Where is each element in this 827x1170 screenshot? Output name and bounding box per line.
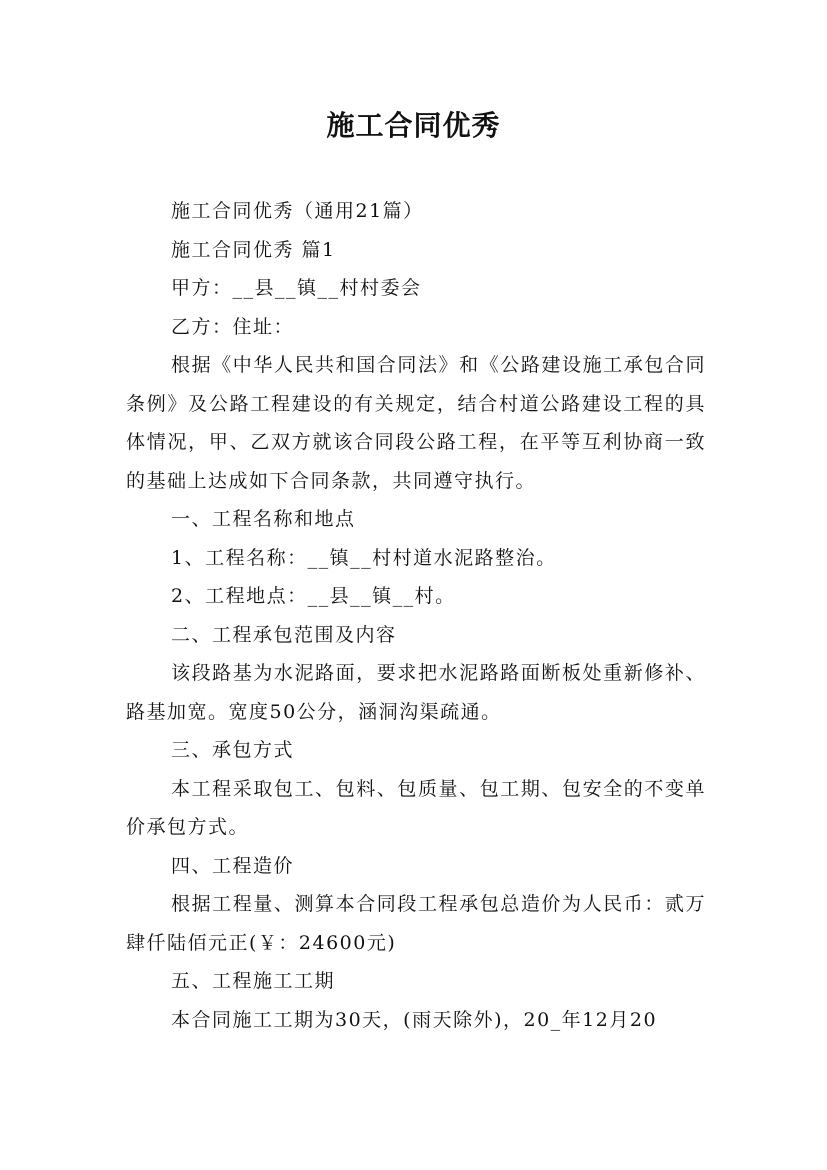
section-heading: 三、承包方式 <box>171 739 295 761</box>
document-title: 施工合同优秀 <box>326 109 501 142</box>
section-heading: 一、工程名称和地点 <box>171 508 356 530</box>
document-body <box>126 192 706 1039</box>
paragraph: 本工程采取包工、包料、包质量、包工期、包安全的不变单价承包方式。 <box>126 777 706 838</box>
paragraph: 该段路基为水泥路面，要求把水泥路路面断板处重新修补、路基加宽。宽度50公分，涵洞沟渠疏通。 <box>126 662 706 723</box>
paragraph: 施工合同优秀 篇1 <box>171 238 336 261</box>
paragraph: 1、工程名称：__镇__村村道水泥路整治。 <box>171 546 557 569</box>
section-heading: 四、工程造价 <box>171 854 295 877</box>
paragraph: 本合同施工工期为30天，(雨天除外)，20_年12月20 <box>171 1008 658 1031</box>
paragraph: 乙方：住址： <box>171 315 295 338</box>
paragraph: 根据《中华人民共和国合同法》和《公路建设施工承包合同条例》及公路工程建设的有关规定，结合村道公路建设工程的具体情况，甲、乙双方就该合同段公路工程，在平等互利协商一致的基础上达成如下合同条款，共同遵守执行。 <box>126 354 706 492</box>
section-heading: 五、工程施工工期 <box>171 970 336 992</box>
paragraph: 2、工程地点：__县__镇__村。 <box>171 585 456 607</box>
paragraph: 施工合同优秀（通用21篇） <box>171 200 424 222</box>
section-heading: 二、工程承包范围及内容 <box>171 623 397 646</box>
paragraph: 根据工程量、测算本合同段工程承包总造价为人民币：贰万肆仟陆佰元正(￥：24600元) <box>126 893 706 954</box>
paragraph: 甲方：__县__镇__村村委会 <box>171 277 422 299</box>
